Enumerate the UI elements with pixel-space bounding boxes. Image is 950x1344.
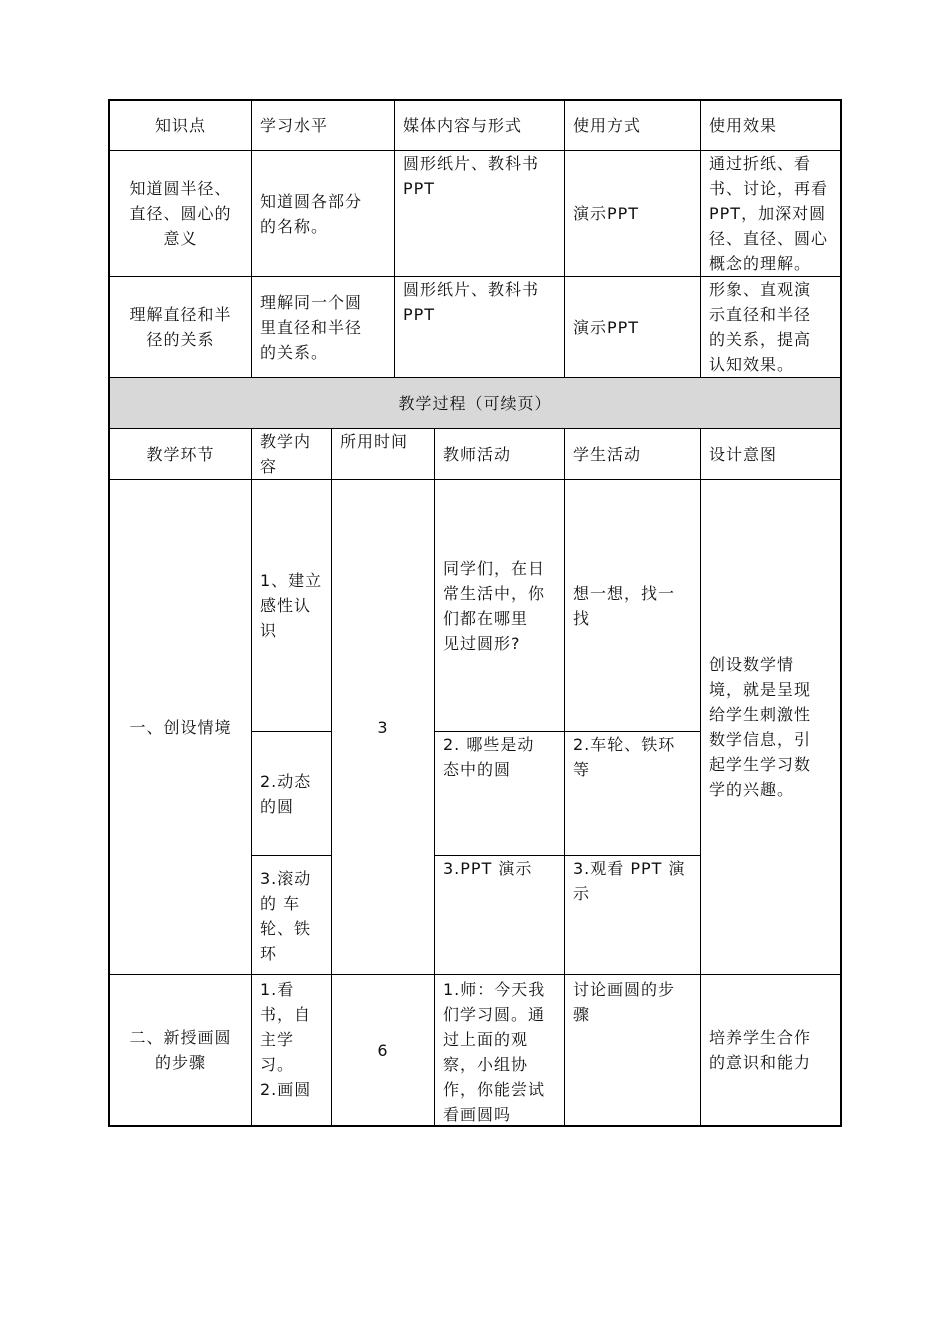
teaching-content: 2.动态 的圆	[260, 771, 312, 816]
header-learning-level: 学习水平	[260, 116, 329, 135]
header-media-content: 媒体内容与形式	[403, 116, 523, 135]
teacher-activity: 3.PPT 演示	[443, 859, 533, 878]
header-teaching-stage: 教学环节	[146, 444, 215, 464]
cell-usage-method: 演示PPT	[573, 317, 640, 337]
cell-usage-method: 演示PPT	[573, 204, 640, 223]
teacher-activity: 2. 哪些是动 态中的圆	[443, 735, 535, 779]
teacher-activity: 1.师：今天我 们学习圆。通 过上面的观 察，小组协 作，你能尝试 看画圆吗	[443, 980, 546, 1124]
cell-knowledge-point: 知道圆半径、 直径、圆心的 意义	[129, 179, 232, 248]
cell-usage-effect: 通过折纸、看 书、讨论，再看 PPT，加深对圆 径、直径、圆心 概念的理解。	[709, 154, 829, 273]
header-teaching-content: 教学内 容	[260, 432, 312, 476]
student-activity: 讨论画圆的步 骤	[573, 980, 676, 1024]
cell-media-content: 圆形纸片、教科书 PPT	[403, 154, 540, 198]
time-used: 6	[377, 1040, 389, 1060]
lesson-plan-table	[108, 99, 842, 1127]
section-title: 教学过程（可续页）	[398, 393, 552, 413]
header-time-used: 所用时间	[340, 432, 409, 451]
time-used: 3	[377, 717, 389, 737]
cell-learning-level: 知道圆各部分 的名称。	[260, 191, 363, 236]
teaching-content: 1.看 书，自 主学 习。 2.画圆	[260, 980, 312, 1099]
design-intent: 创设数学情 境，就是呈现 给学生刺激性 数学信息，引 起学生学习数 学的兴趣。	[709, 655, 812, 799]
header-design-intent: 设计意图	[709, 444, 778, 464]
cell-learning-level: 理解同一个圆 里直径和半径 的关系。	[260, 292, 363, 362]
cell-usage-effect: 形象、直观演 示直径和半径 的关系，提高 认知效果。	[709, 280, 812, 374]
header-teacher-activity: 教师活动	[443, 444, 512, 464]
teaching-content: 3.滚动 的 车 轮、铁 环	[260, 869, 312, 963]
student-activity: 想一想，找一 找	[573, 583, 676, 628]
header-knowledge-point: 知识点	[154, 116, 206, 135]
stage-name: 二、新授画圆 的步骤	[129, 1028, 232, 1072]
design-intent: 培养学生合作 的意识和能力	[709, 1028, 812, 1072]
stage-name: 一、创设情境	[129, 717, 232, 737]
header-usage-effect: 使用效果	[709, 116, 778, 135]
header-student-activity: 学生活动	[573, 444, 642, 464]
row-divider	[251, 855, 331, 856]
header-usage-method: 使用方式	[573, 116, 642, 135]
cell-media-content: 圆形纸片、教科书 PPT	[403, 280, 540, 324]
teaching-content: 1、建立 感性认 识	[260, 571, 323, 640]
student-activity: 2.车轮、铁环 等	[573, 735, 676, 779]
teacher-activity: 同学们，在日 常生活中，你 们都在哪里 见过圆形?	[443, 558, 546, 653]
student-activity: 3.观看 PPT 演 示	[573, 859, 686, 903]
cell-knowledge-point: 理解直径和半 径的关系	[129, 305, 232, 349]
